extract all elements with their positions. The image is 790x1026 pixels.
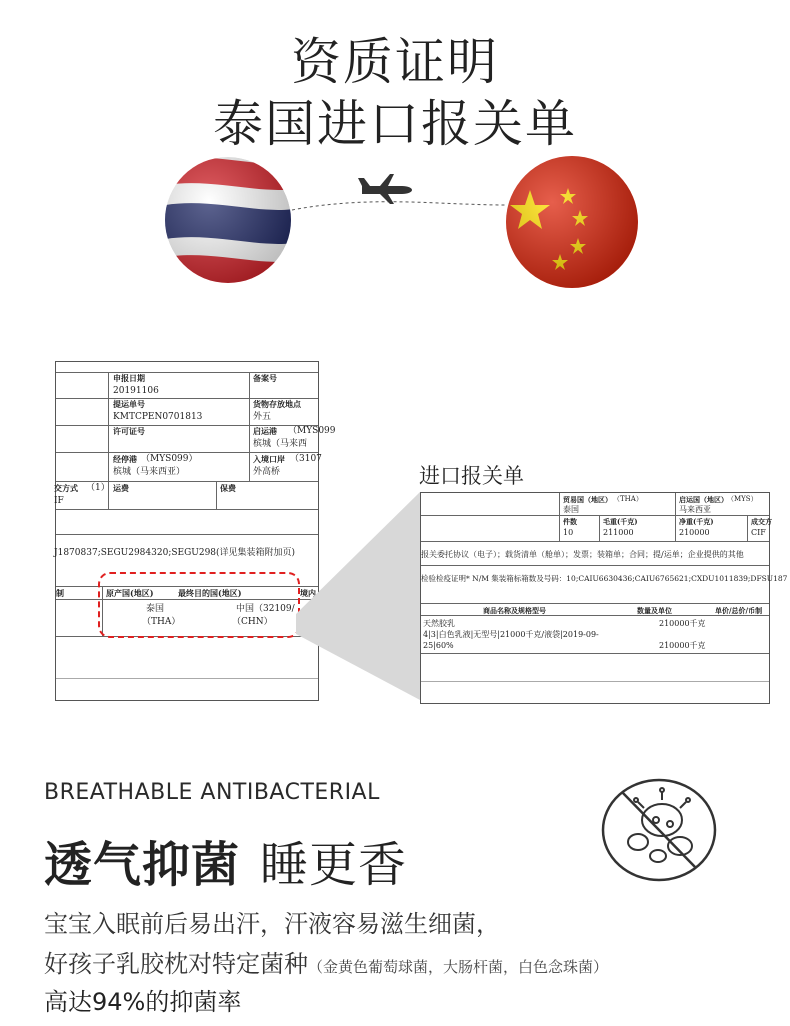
route-dashed-line (292, 202, 506, 210)
depart-country-value: 马来西亚 (679, 505, 711, 514)
thailand-flag-icon (150, 150, 310, 290)
trade-code: （1） (86, 483, 110, 493)
right-doc-caption: 进口报关单 (419, 464, 524, 488)
dest-value: 中国（32109/ (236, 604, 295, 614)
goods-qty2: 210000千克 (659, 641, 706, 650)
flag-route-graphic (150, 150, 650, 290)
transit-value: （MYS099） (141, 454, 198, 464)
desc-line-1: 宝宝入眠前后易出汗，汗液容易滋生细菌， (44, 910, 500, 938)
trade-country-label: 贸易国（地区） (563, 495, 612, 504)
depart-label: 启运港 (253, 426, 277, 436)
feature-chinese-title (44, 826, 407, 895)
storage-value: 外五 (253, 412, 272, 422)
qty-header: 数量及单位 (637, 606, 672, 615)
license-label: 许可证号 (113, 426, 145, 436)
depart-value2: 槟城（马来西 (253, 439, 308, 449)
dest-label: 最终目的国(地区) (178, 588, 242, 598)
entry-value2: 外高桥 (253, 467, 281, 477)
desc-line-2-main: 好孩子乳胶枕对特定菌种 (44, 950, 308, 978)
feature-chinese-sub: 睡更香 (260, 837, 408, 893)
desc-line-2-small: （金黄色葡萄球菌，大肠杆菌，白色念珠菌） (308, 958, 609, 976)
desc-line-3: 高达94%的抑菌率 (44, 988, 242, 1016)
goods-spec: 4|3|白色乳液|无型号|21000千克/液袋|2019-09- (423, 630, 599, 639)
origin-label: 原产国(地区) (106, 588, 154, 598)
depart-value: （MYS099 (288, 426, 336, 436)
trade-country-value: 泰国 (563, 505, 579, 514)
cif-fragment: IF (54, 496, 64, 506)
depart-country-code: （MYS） (727, 495, 758, 503)
heading-line1: 资质证明 (291, 33, 499, 91)
deal-label: 成交方 (751, 517, 772, 526)
goods-header: 商品名称及规格型号 (483, 606, 546, 615)
dest-code: （CHN） (232, 617, 273, 627)
domestic-label: 境内 (300, 588, 316, 598)
record-label: 备案号 (253, 373, 277, 383)
customs-document-right (420, 492, 788, 704)
heading-line2: 泰国进口报关单 (213, 95, 577, 153)
docs-line: 报关委托协议（电子）；载货清单（舱单）；发票；装箱单；合同；提/运单；企业提供的其他 (421, 550, 744, 559)
container-numbers: J1870837;SEGU2984320;SEGU298(详见集装箱附加页) (54, 548, 296, 558)
depart-country-label: 启运国（地区） (679, 495, 728, 504)
storage-label: 货物存放地点 (253, 399, 301, 409)
zoom-funnel-graphic (296, 488, 422, 704)
freight-label: 运费 (113, 483, 129, 493)
bill-value: KMTCPEN0701813 (113, 412, 203, 422)
col-system: 制 (56, 588, 64, 598)
net-value: 210000 (679, 528, 710, 537)
bill-label: 提运单号 (113, 399, 145, 409)
gross-value: 211000 (603, 528, 634, 537)
entry-label: 入境口岸 (253, 454, 285, 464)
pieces-label: 件数 (563, 517, 577, 526)
gross-label: 毛重(千克) (603, 517, 638, 526)
origin-code: （THA） (142, 617, 181, 627)
inspection-line: 检验检疫证明* N/M 集装箱标箱数及号码：10;CAIU6630436;CAIU6765621;CXDU1011839;DFSU187 (421, 574, 788, 583)
transit-value2: 槟城（马来西亚） (113, 467, 186, 477)
no-bacteria-icon (600, 778, 718, 882)
transit-label: 经停港 (113, 454, 137, 464)
customs-document-left (54, 361, 336, 701)
net-label: 净重(千克) (679, 517, 714, 526)
date-label: 申报日期 (113, 373, 145, 383)
feature-english-title: BREATHABLE ANTIBACTERIAL (44, 780, 380, 805)
deal-value: CIF (751, 528, 766, 537)
date-value: 20191106 (113, 386, 159, 396)
goods-spec2: 25|60% (423, 641, 454, 650)
origin-value: 泰国 (146, 604, 165, 614)
trade-country-code: （THA） (613, 495, 643, 503)
feature-chinese-main: 透气抑菌 (44, 837, 241, 893)
goods-qty: 210000千克 (659, 619, 706, 628)
insurance-label: 保费 (220, 483, 236, 493)
trade-label: 交方式 (54, 483, 78, 493)
price-header: 单价/总价/币制 (715, 606, 763, 615)
desc-line-2 (44, 944, 608, 979)
highlight-origin-box (98, 572, 300, 638)
entry-value: （3107 (290, 454, 322, 464)
china-flag-icon (500, 150, 650, 290)
goods-name: 天然胶乳 (423, 619, 455, 628)
pieces-value: 10 (563, 528, 574, 537)
airplane-icon (358, 174, 412, 204)
